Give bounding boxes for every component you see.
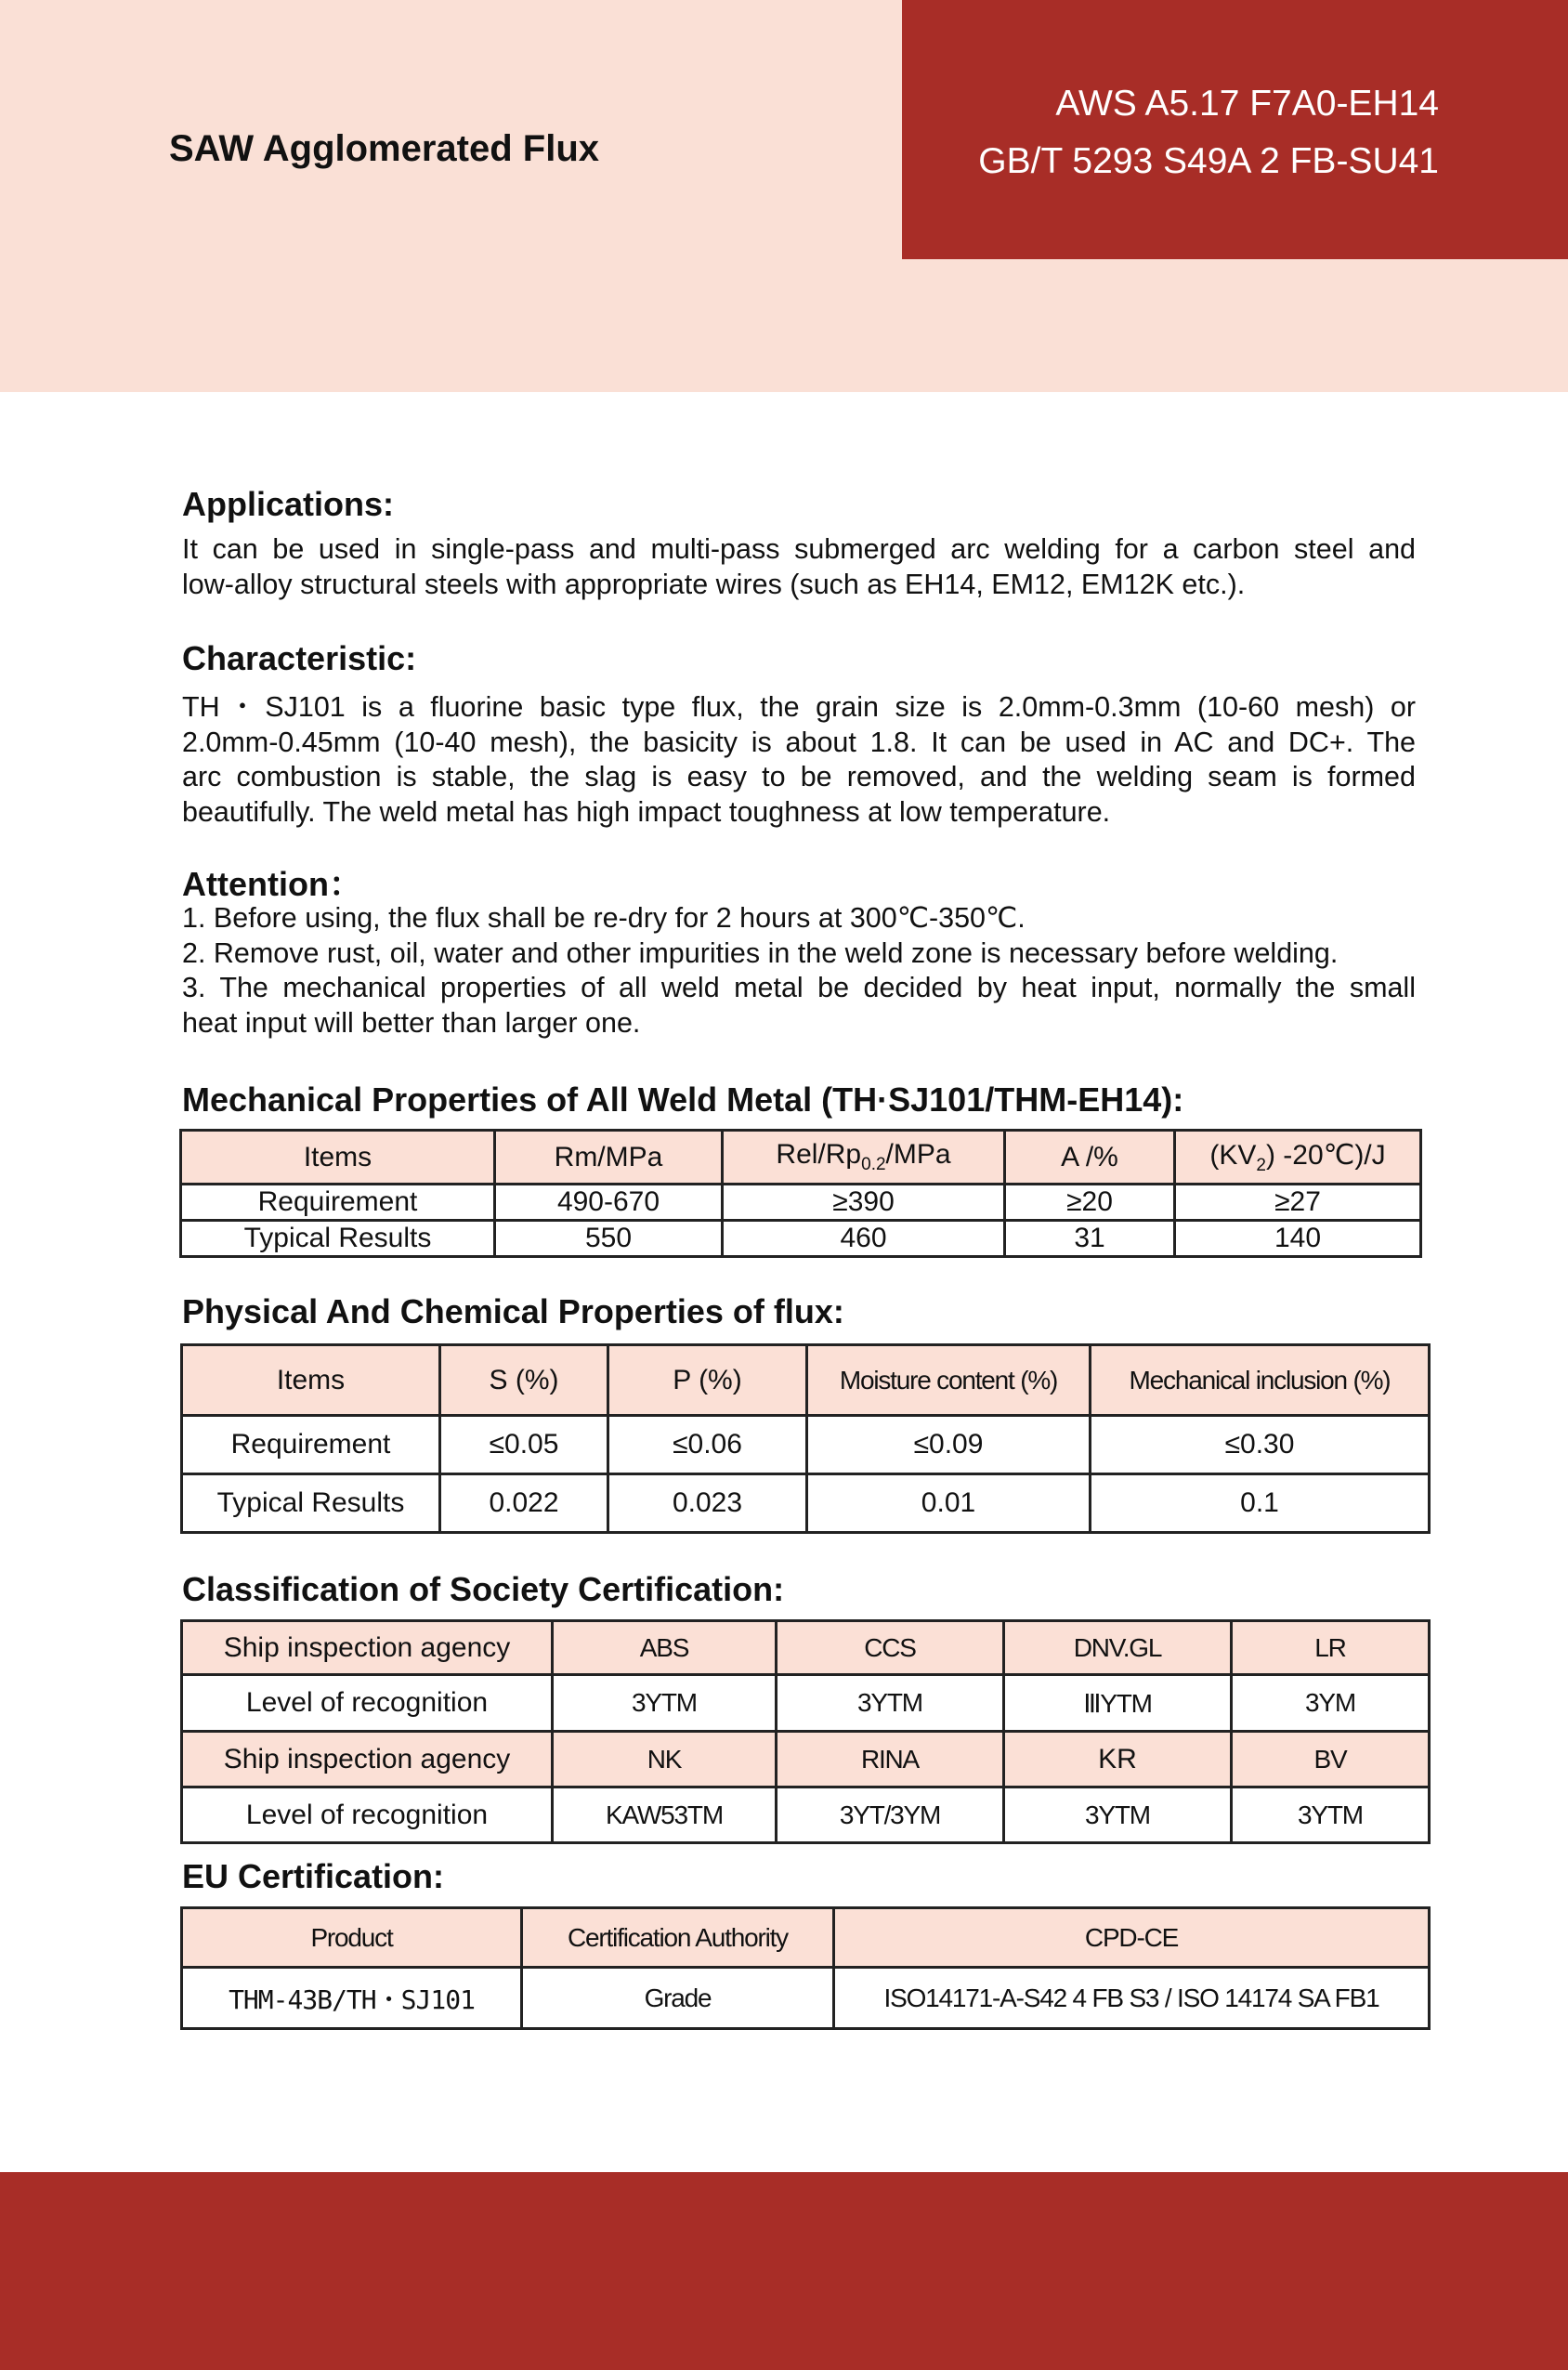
- table-cell: ≥27: [1175, 1185, 1421, 1221]
- header-cell: Items: [181, 1131, 495, 1185]
- rel-unit: /MPa: [885, 1139, 951, 1170]
- table-cell: Requirement: [181, 1185, 495, 1221]
- table-cell: ISO14171-A-S42 4 FB S3 / ISO 14174 SA FB1: [834, 1968, 1430, 2029]
- spec-gbt: GB/T 5293 S49A 2 FB-SU41: [978, 141, 1439, 181]
- table-cell: Level of recognition: [182, 1787, 553, 1843]
- table-cell: 0.022: [440, 1474, 608, 1533]
- classification-table: [180, 1619, 1431, 1844]
- table-row: [181, 1221, 1421, 1257]
- table-cell: 550: [495, 1221, 723, 1257]
- table-row: [182, 1474, 1430, 1533]
- table-cell: ≤0.06: [608, 1416, 807, 1474]
- rel-label: Rel/Rp: [776, 1139, 862, 1170]
- table-row: [182, 1675, 1430, 1732]
- table-cell: 0.023: [608, 1474, 807, 1533]
- table-cell: ⅢYTM: [1004, 1675, 1232, 1732]
- applications-line: It can be used in single-pass and multi-pass submerged arc welding for a carbon steel and: [182, 533, 1416, 565]
- table-header-row: [182, 1908, 1430, 1968]
- table-header-row: [181, 1131, 1421, 1185]
- header-cell: Product: [182, 1908, 522, 1968]
- table-cell: Typical Results: [182, 1474, 440, 1533]
- table-row: [182, 1621, 1430, 1675]
- table-cell: 490-670: [495, 1185, 723, 1221]
- table-cell: 3YTM: [1004, 1787, 1232, 1843]
- table-row: [181, 1185, 1421, 1221]
- table-cell: Level of recognition: [182, 1675, 553, 1732]
- footer-band: [0, 2172, 1568, 2370]
- header-cell: Rm/MPa: [495, 1131, 723, 1185]
- table-cell: 31: [1005, 1221, 1175, 1257]
- table-cell: LR: [1232, 1621, 1430, 1675]
- rel-subscript: 0.2: [861, 1155, 886, 1174]
- header-cell: Certification Authority: [522, 1908, 834, 1968]
- table-cell: ≥390: [723, 1185, 1005, 1221]
- header-cell: S (%): [440, 1345, 608, 1416]
- table-row: [182, 1968, 1430, 2029]
- header-cell: [723, 1131, 1005, 1185]
- physical-table: [180, 1343, 1431, 1534]
- table-cell: THM-43B/TH・SJ101: [182, 1968, 522, 2029]
- table-row: [182, 1787, 1430, 1843]
- characteristic-heading: Characteristic:: [182, 639, 417, 677]
- applications-line: low-alloy structural steels with appropriate wires (such as EH14, EM12, EM12K etc.).: [182, 568, 1246, 600]
- table-cell: ≥20: [1005, 1185, 1175, 1221]
- eu-heading: EU Certification:: [182, 1857, 445, 1895]
- header-cell: CPD-CE: [834, 1908, 1430, 1968]
- table-cell: Typical Results: [181, 1221, 495, 1257]
- header-cell: Items: [182, 1345, 440, 1416]
- table-cell: NK: [553, 1732, 777, 1787]
- page-title: SAW Agglomerated Flux: [169, 128, 600, 169]
- header-cell: A /%: [1005, 1131, 1175, 1185]
- table-cell: 3YTM: [1232, 1787, 1430, 1843]
- characteristic-line: 2.0mm-0.45mm (10-40 mesh), the basicity is about 1.8. It can be used in AC and DC+. The: [182, 726, 1416, 758]
- classification-heading: Classification of Society Certification:: [182, 1570, 785, 1608]
- table-cell: 3YM: [1232, 1675, 1430, 1732]
- spec-box: [902, 0, 1568, 259]
- kv-subscript: 2: [1256, 1155, 1266, 1175]
- table-row: [182, 1416, 1430, 1474]
- table-cell: Grade: [522, 1968, 834, 2029]
- header-cell: Mechanical inclusion (%): [1091, 1345, 1430, 1416]
- attention-item: heat input will better than larger one.: [182, 1006, 641, 1039]
- table-cell: Ship inspection agency: [182, 1621, 553, 1675]
- applications-heading: Applications:: [182, 485, 395, 523]
- mechanical-table: [179, 1129, 1422, 1258]
- physical-heading: Physical And Chemical Properties of flux:: [182, 1292, 844, 1330]
- table-cell: 0.1: [1091, 1474, 1430, 1533]
- table-cell: 140: [1175, 1221, 1421, 1257]
- table-cell: 3YTM: [553, 1675, 777, 1732]
- table-cell: ≤0.30: [1091, 1416, 1430, 1474]
- applications-text: [182, 532, 1416, 602]
- kv-unit: ) -20℃)/J: [1265, 1139, 1386, 1171]
- attention-item: 1. Before using, the flux shall be re-dry for 2 hours at 300℃-350℃.: [182, 902, 1026, 934]
- characteristic-line: beautifully. The weld metal has high impact toughness at low temperature.: [182, 795, 1111, 828]
- header-cell: P (%): [608, 1345, 807, 1416]
- characteristic-text: [182, 690, 1416, 830]
- table-cell: RINA: [777, 1732, 1004, 1787]
- table-cell: KR: [1004, 1732, 1232, 1787]
- kv-label: (KV: [1209, 1139, 1257, 1171]
- attention-item: 3. The mechanical properties of all weld metal be decided by heat input, normally the small: [182, 972, 1416, 1003]
- table-cell: 460: [723, 1221, 1005, 1257]
- header-cell: Moisture content (%): [807, 1345, 1091, 1416]
- table-row: [182, 1732, 1430, 1787]
- table-cell: DNV.GL: [1004, 1621, 1232, 1675]
- spec-aws: AWS A5.17 F7A0-EH14: [1055, 84, 1439, 124]
- attention-list: [182, 901, 1416, 1041]
- table-cell: ≤0.05: [440, 1416, 608, 1474]
- attention-item: 2. Remove rust, oil, water and other impurities in the weld zone is necessary before welding.: [182, 936, 1339, 969]
- eu-table: [180, 1906, 1431, 2030]
- table-cell: ABS: [553, 1621, 777, 1675]
- characteristic-line: arc combustion is stable, the slag is easy to be removed, and the welding seam is formed: [182, 761, 1416, 792]
- characteristic-line: TH・SJ101 is a fluorine basic type flux, the grain size is 2.0mm-0.3mm (10-60 mesh) or: [182, 691, 1416, 723]
- table-cell: CCS: [777, 1621, 1004, 1675]
- table-cell: BV: [1232, 1732, 1430, 1787]
- table-header-row: [182, 1345, 1430, 1416]
- table-cell: Ship inspection agency: [182, 1732, 553, 1787]
- table-cell: KAW53TM: [553, 1787, 777, 1843]
- table-cell: Requirement: [182, 1416, 440, 1474]
- header-cell: [1175, 1131, 1421, 1185]
- table-cell: 0.01: [807, 1474, 1091, 1533]
- table-cell: 3YTM: [777, 1675, 1004, 1732]
- table-cell: 3YT/3YM: [777, 1787, 1004, 1843]
- mechanical-heading: Mechanical Properties of All Weld Metal (TH·SJ101/THM-EH14):: [182, 1080, 1184, 1119]
- table-cell: ≤0.09: [807, 1416, 1091, 1474]
- attention-heading: Attention：: [182, 865, 362, 903]
